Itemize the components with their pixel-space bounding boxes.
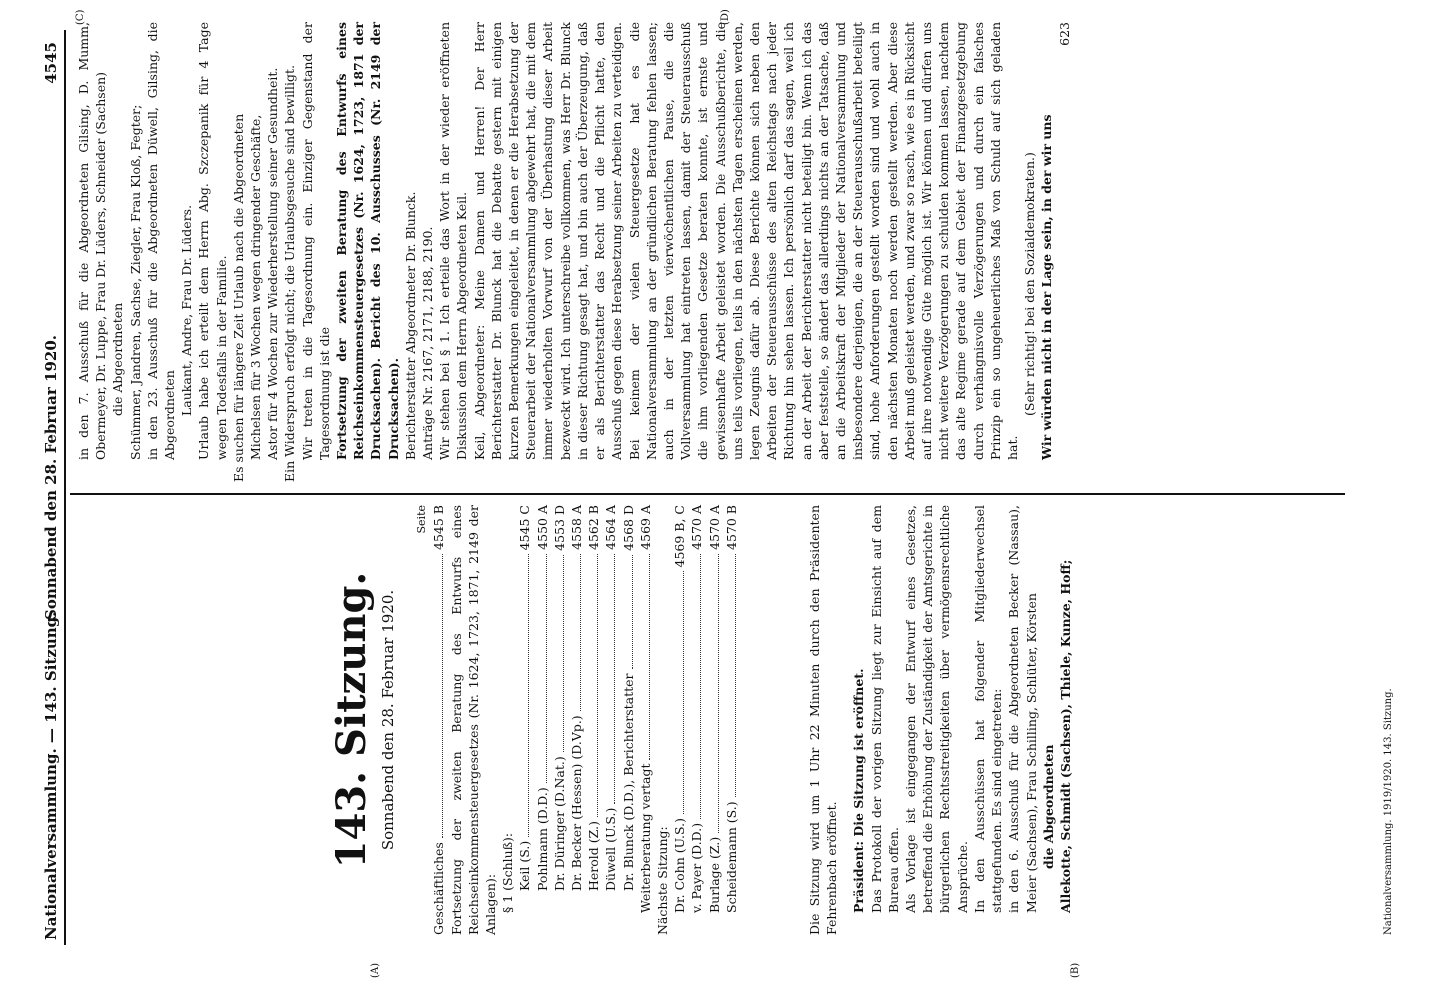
toc-label: Weiterberatung vertagt bbox=[637, 763, 653, 913]
column-divider bbox=[70, 493, 1345, 495]
toc-label: Geschäftliches bbox=[431, 842, 447, 935]
left-column bbox=[75, 505, 1074, 935]
body-paragraph: Astor für 4 Wochen zur Wiederherstellung seiner Gesundheit. bbox=[265, 67, 281, 460]
toc-entry: Nächste Sitzung: bbox=[655, 826, 671, 935]
toc-page: 4558 A bbox=[569, 505, 585, 550]
page-number: 4545 bbox=[42, 42, 60, 84]
toc-page: 4564 A bbox=[603, 505, 619, 550]
toc-seite-label: Seite bbox=[415, 505, 429, 534]
toc-label: v. Payer (D.D.) bbox=[689, 822, 705, 913]
toc-page: 4570 B bbox=[723, 505, 739, 550]
interjection: (Sehr richtig! bei den Sozialdemokraten.) bbox=[1022, 152, 1038, 416]
toc-label: Dr. Cohn (U.S.) bbox=[672, 818, 688, 913]
toc-entry bbox=[671, 505, 688, 935]
toc-entry bbox=[688, 505, 705, 935]
margin-mark-d: (D) bbox=[720, 9, 731, 25]
speech-paragraph: Keil, Abgeordneter: Meine Damen und Herren! Der Herr Berichterstatter Dr. Blunck hat die Debatte gestern mit einigen kurzen Bemerkungen eingeleitet, in denen er die Herabsetzung der Steuerarbeit der Nationalversammlung abgewehrt hat, die mit dem immer wiederholten Vorwurf von der Überhastung dieser Arbeit bezweckt wird. Ich unterschreibe vollkommen, was Herr Dr. Blunck in dieser Richtung gesagt hat, und bin auch der Überzeugung, daß er als Berichterstatter das Recht und die Pflicht hatte, den Ausschuß gegen diese Herabsetzung seiner Arbeiten zu verteidigen. Bei keinem der vielen Steuergesetze hat es die Nationalversammlung an der gründlichen Beratung fehlen lassen; auch in der letzten vierwöchentlichen Pause, die die Vollversammlung hat eintreten lassen, damit der Steuerausschuß die ihm vorliegenden Gesetze beraten konnte, ist ernste und gewissenhafte Arbeit geleistet worden. Die Ausschußberichte, die uns teils vorliegen, teils in den nächsten Tagen erscheinen werden, legen Zeugnis dafür ab. Diese Berichte können sich neben den Arbeiten der Steuerausschüsse des alten Reichstags nach jeder Richtung hin sehen lassen. Ich persönlich darf das sagen, weil ich an der Arbeit der Berichterstatter nicht beteiligt bin. Wenn ich das aber feststelle, so ändert das allerdings nichts an der Tatsache, daß an die Arbeitskraft der Mitglieder der Nationalversammlung und insbesondere derjenigen, die an der Steuerausschußarbeit beteiligt sind, hohe Anforderungen gestellt worden sind und wohl auch in den nächsten Monaten noch werden gestellt werden. Aber diese Arbeit muß geleistet werden, und zwar so rasch, wie es in Rücksicht auf ihre notwendige Güte möglich ist. Wir können und dürfen uns nicht weitere Verzögerungen zu schulden kommen lassen, nachdem das alte Regime gerade auf dem Gebiet der Finanzgesetzgebung durch verhängnisvolle Verzögerungen und durch ein falsches Prinzip ein so ungeheuerliches Maß von Schuld auf sich geladen hat. bbox=[471, 22, 1020, 460]
body-paragraph: Das Protokoll der vorigen Sitzung liegt zur Einsicht auf dem Bureau offen. bbox=[868, 505, 901, 913]
toc-entry bbox=[516, 505, 533, 935]
opening-paragraph: Die Sitzung wird um 1 Uhr 22 Minuten durch den Präsidenten Fehrenbach eröffnet. bbox=[807, 505, 840, 935]
toc-entry bbox=[585, 505, 602, 935]
toc-entry bbox=[568, 505, 585, 935]
page-footer: Nationalversammlung. 1919/1920. 143. Sitzung. bbox=[1383, 688, 1394, 935]
body-paragraph: in den 7. Ausschuß für die Abgeordneten Gilsing, D. Mumm, Obermeyer, Dr. Luppe, Frau Dr. Lüders, Schneider (Sachsen) bbox=[76, 22, 109, 460]
body-paragraph: Berichterstatter Abgeordneter Dr. Blunck. bbox=[402, 191, 418, 460]
toc-page: 4568 D bbox=[620, 505, 636, 551]
toc-page: 4562 B bbox=[586, 505, 602, 550]
toc-entry: Fortsetzung der zweiten Beratung des Entwurfs eines Reichseinkommensteuergesetzes (Nr. 1624, 1723, 1871, 2149 der Anlagen): bbox=[448, 505, 499, 935]
body-paragraph: Wir treten in die Tagesordnung ein. Einziger Gegenstand der Tagesordnung ist die bbox=[299, 22, 332, 460]
toc-label: Keil (S.) bbox=[517, 840, 533, 891]
toc-page: 4545 C bbox=[517, 505, 533, 551]
body-paragraph: Schümmer, Jandren, Sachse, Ziegler, Frau Kloß, Fegter; bbox=[127, 104, 143, 460]
toc-label: Dr. Blunck (D.D.), Berichterstatter bbox=[620, 673, 636, 891]
body-paragraph: die Abgeordneten bbox=[1040, 744, 1056, 869]
session-date: Sonnabend den 28. Februar 1920. bbox=[379, 589, 397, 851]
body-paragraph: Laukant, Andre, Frau Dr. Lüders. bbox=[179, 204, 195, 416]
toc-label: Burlage (Z.) bbox=[706, 836, 722, 913]
president-paragraph: Präsident: Die Sitzung ist eröffnet. bbox=[851, 668, 867, 913]
margin-mark-b: (B) bbox=[1070, 962, 1081, 978]
toc-page: 4570 A bbox=[689, 505, 705, 550]
toc-page: 4550 A bbox=[534, 505, 550, 550]
toc-page: 4569 A bbox=[637, 505, 653, 550]
body-paragraph: Allekotte, Schmidt (Sachsen), Thiele, Kunze, Hoff; bbox=[1057, 559, 1073, 913]
body-paragraph: die Abgeordneten bbox=[110, 302, 126, 416]
toc-page: 4553 D bbox=[551, 505, 567, 551]
toc-label: Dr. Becker (Hessen) (D.Vp.) bbox=[569, 715, 585, 891]
body-paragraph: Wir stehen bei § 1. Ich erteile das Wort in der wieder eröffneten Diskussion dem Herrn Abgeordneten Keil. bbox=[437, 22, 470, 460]
toc-entry bbox=[430, 505, 447, 935]
toc-entry bbox=[551, 505, 568, 935]
margin-mark-c: (C) bbox=[75, 9, 86, 25]
signature-mark: 623 bbox=[1056, 22, 1072, 46]
body-paragraph: Urlaub habe ich erteilt dem Herrn Abg. Szczepanik für 4 Tage wegen Todesfalls in der Familie. bbox=[196, 22, 229, 460]
body-paragraph: in den 23. Ausschuß für die Abgeordneten Düwell, Gilsing, die Abgeordneten bbox=[144, 22, 178, 460]
running-header-left: Nationalversammlung. — 143. Sitzung. bbox=[42, 611, 60, 940]
margin-mark-a: (A) bbox=[370, 962, 381, 978]
toc-entry bbox=[534, 505, 551, 935]
body-paragraph: In den Ausschüssen hat folgender Mitgliederwechsel stattgefunden. Es sind eingetreten: bbox=[971, 505, 1005, 913]
session-title: 143. Sitzung. bbox=[328, 571, 375, 869]
toc-page: 4545 B bbox=[431, 505, 447, 550]
toc-entry: § 1 (Schluß): bbox=[500, 832, 516, 913]
body-paragraph: Als Vorlage ist eingegangen der Entwurf eines Gesetzes, betreffend die Erhöhung der Zuständigkeit der Amtsgerichte in bürgerlichen Rechtsstreitigkeiten über vermögensrechtliche Ansprüche. bbox=[903, 505, 970, 913]
toc-entry bbox=[706, 505, 723, 935]
body-paragraph: Michelsen für 3 Wochen wegen dringender Geschäfte, bbox=[248, 114, 264, 460]
running-header-date: Sonnabend den 28. Februar 1920. bbox=[42, 335, 60, 620]
toc-entry bbox=[723, 505, 740, 935]
toc-entry bbox=[637, 505, 654, 935]
toc-entry bbox=[602, 505, 619, 935]
agenda-item: Fortsetzung der zweiten Beratung des Entwurfs eines Reichseinkommensteuergesetzes (Nr. 1624, 1723, 1871 der Drucksachen). Bericht des 10. Ausschusses (Nr. 2149 der Drucksachen). bbox=[334, 22, 401, 460]
toc-page: 4569 B, C bbox=[672, 505, 688, 568]
toc-label: Scheidemann (S.) bbox=[723, 801, 739, 913]
right-column bbox=[75, 22, 1073, 482]
header-rule bbox=[64, 30, 66, 945]
toc-label: Pohlmann (D.D.) bbox=[534, 787, 550, 891]
toc-label: Dr. Düringer (D.Nat.) bbox=[551, 756, 567, 891]
toc-label: Düwell (U.S.) bbox=[603, 807, 619, 891]
toc-label: Herold (Z.) bbox=[586, 821, 602, 891]
body-paragraph: Wir würden nicht in der Lage sein, in der wir uns bbox=[1039, 114, 1055, 460]
body-paragraph: in den 6. Ausschuß für die Abgeordneten Becker (Nassau), Meier (Sachsen), Frau Schilling, Schlüter, Körsten bbox=[1006, 505, 1039, 913]
body-paragraph: Es suchen für längere Zeit Urlaub nach die Abgeordneten bbox=[230, 113, 246, 482]
body-paragraph: Ein Widerspruch erfolgt nicht; die Urlaubsgesuche sind bewilligt. bbox=[282, 64, 298, 482]
body-paragraph: Anträge Nr. 2167, 2171, 2188, 2190. bbox=[420, 226, 436, 460]
toc-page: 4570 A bbox=[706, 505, 722, 550]
toc-entry bbox=[620, 505, 637, 935]
